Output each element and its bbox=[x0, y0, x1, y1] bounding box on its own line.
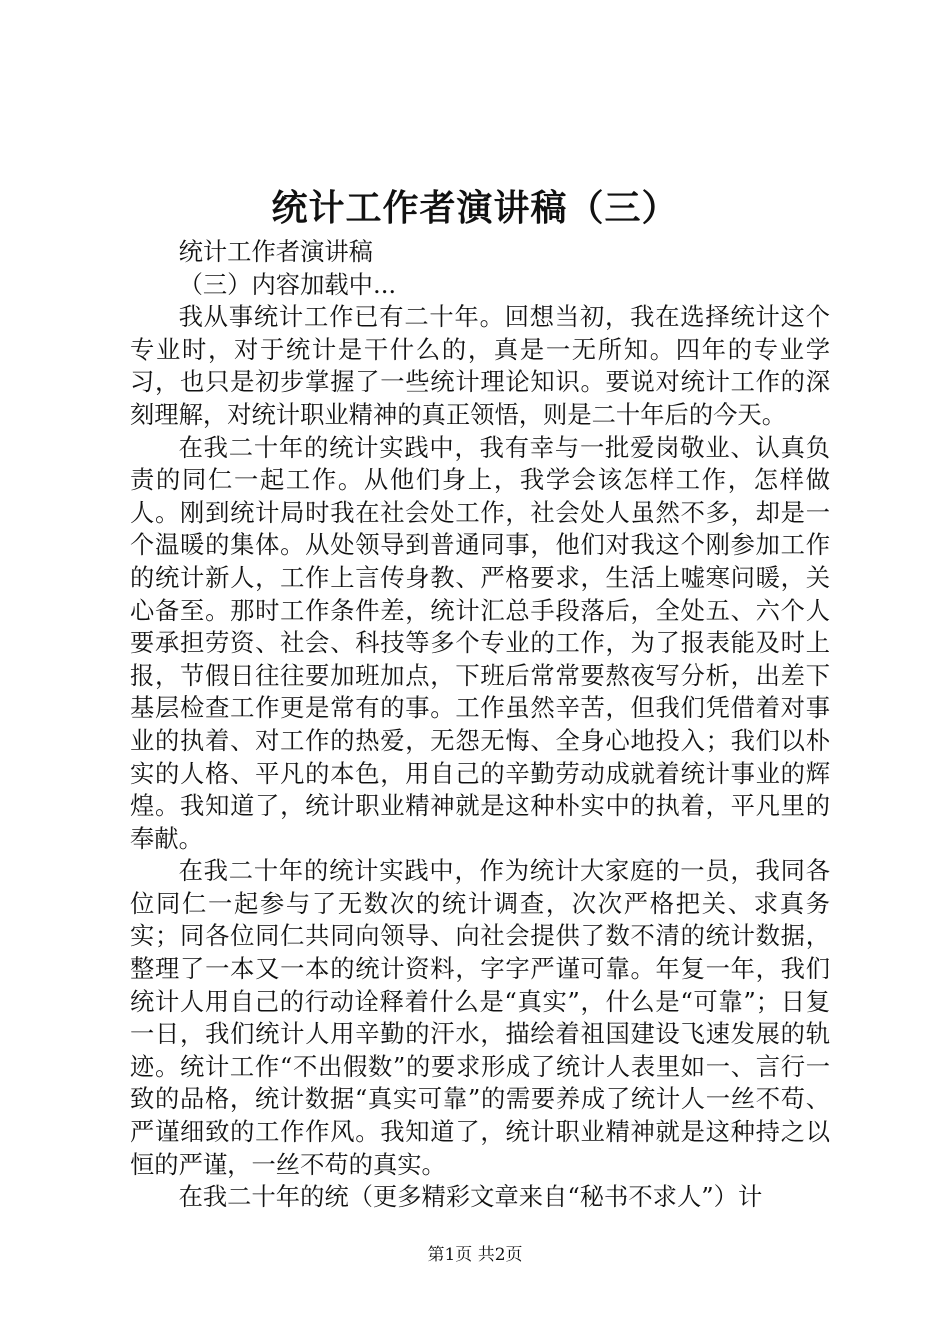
paragraph-subtitle: 统计工作者演讲稿 bbox=[178, 237, 373, 266]
paragraph: 我从事统计工作已有二十年。回想当初，我在选择统计这个专业时，对于统计是干什么的，真是一无所知。四年的专业学习，也只是初步掌握了一些统计理论知识。要说对统计工作的深刻理解，对统计职业精神的真正领悟，则是二十年后的今天。 bbox=[130, 302, 830, 429]
document-title: 统计工作者演讲稿（三） bbox=[271, 187, 679, 229]
page-number-footer: 第1页 共2页 bbox=[427, 1245, 523, 1265]
paragraph-loading: （三）内容加载中... bbox=[178, 269, 397, 299]
paragraph: 在我二十年的统计实践中，作为统计大家庭的一员，我同各位同仁一起参与了无数次的统计调查，次次严格把关、求真务实；同各位同仁共同向领导、向社会提供了数不清的统计数据，整理了一本又一本的统计资料，字字严谨可靠。年复一年，我们统计人用自己的行动诠释着什么是“真实”，什么是“可靠”；日复一日，我们统计人用辛勤的汗水，描绘着祖国建设飞速发展的轨迹。统计工作“不出假数”的要求形成了统计人表里如一、言行一致的品格，统计数据“真实可靠”的需要养成了统计人一丝不苟、严谨细致的工作作风。我知道了，统计职业精神就是这种持之以恒的严谨，一丝不苟的真实。 bbox=[130, 856, 830, 1179]
document-body bbox=[130, 236, 830, 1214]
paragraph: 在我二十年的统（更多精彩文章来自“秘书不求人”）计 bbox=[178, 1182, 763, 1212]
paragraph: 在我二十年的统计实践中，我有幸与一批爱岗敬业、认真负责的同仁一起工作。从他们身上，我学会该怎样工作，怎样做人。刚到统计局时我在社会处工作，社会处人虽然不多，却是一个温暖的集体。从处领导到普通同事，他们对我这个刚参加工作的统计新人，工作上言传身教、严格要求，生活上嘘寒问暖，关心备至。那时工作条件差，统计汇总手段落后，全处五、六个人要承担劳资、社会、科技等多个专业的工作，为了报表能及时上报，节假日往往要加班加点，下班后常常要熬夜写分析，出差下基层检查工作更是常有的事。工作虽然辛苦，但我们凭借着对事业的执着、对工作的热爱，无怨无悔、全身心地投入；我们以朴实的人格、平凡的本色，用自己的辛勤劳动成就着统计事业的辉煌。我知道了，统计职业精神就是这种朴实中的执着，平凡里的奉献。 bbox=[130, 432, 830, 853]
